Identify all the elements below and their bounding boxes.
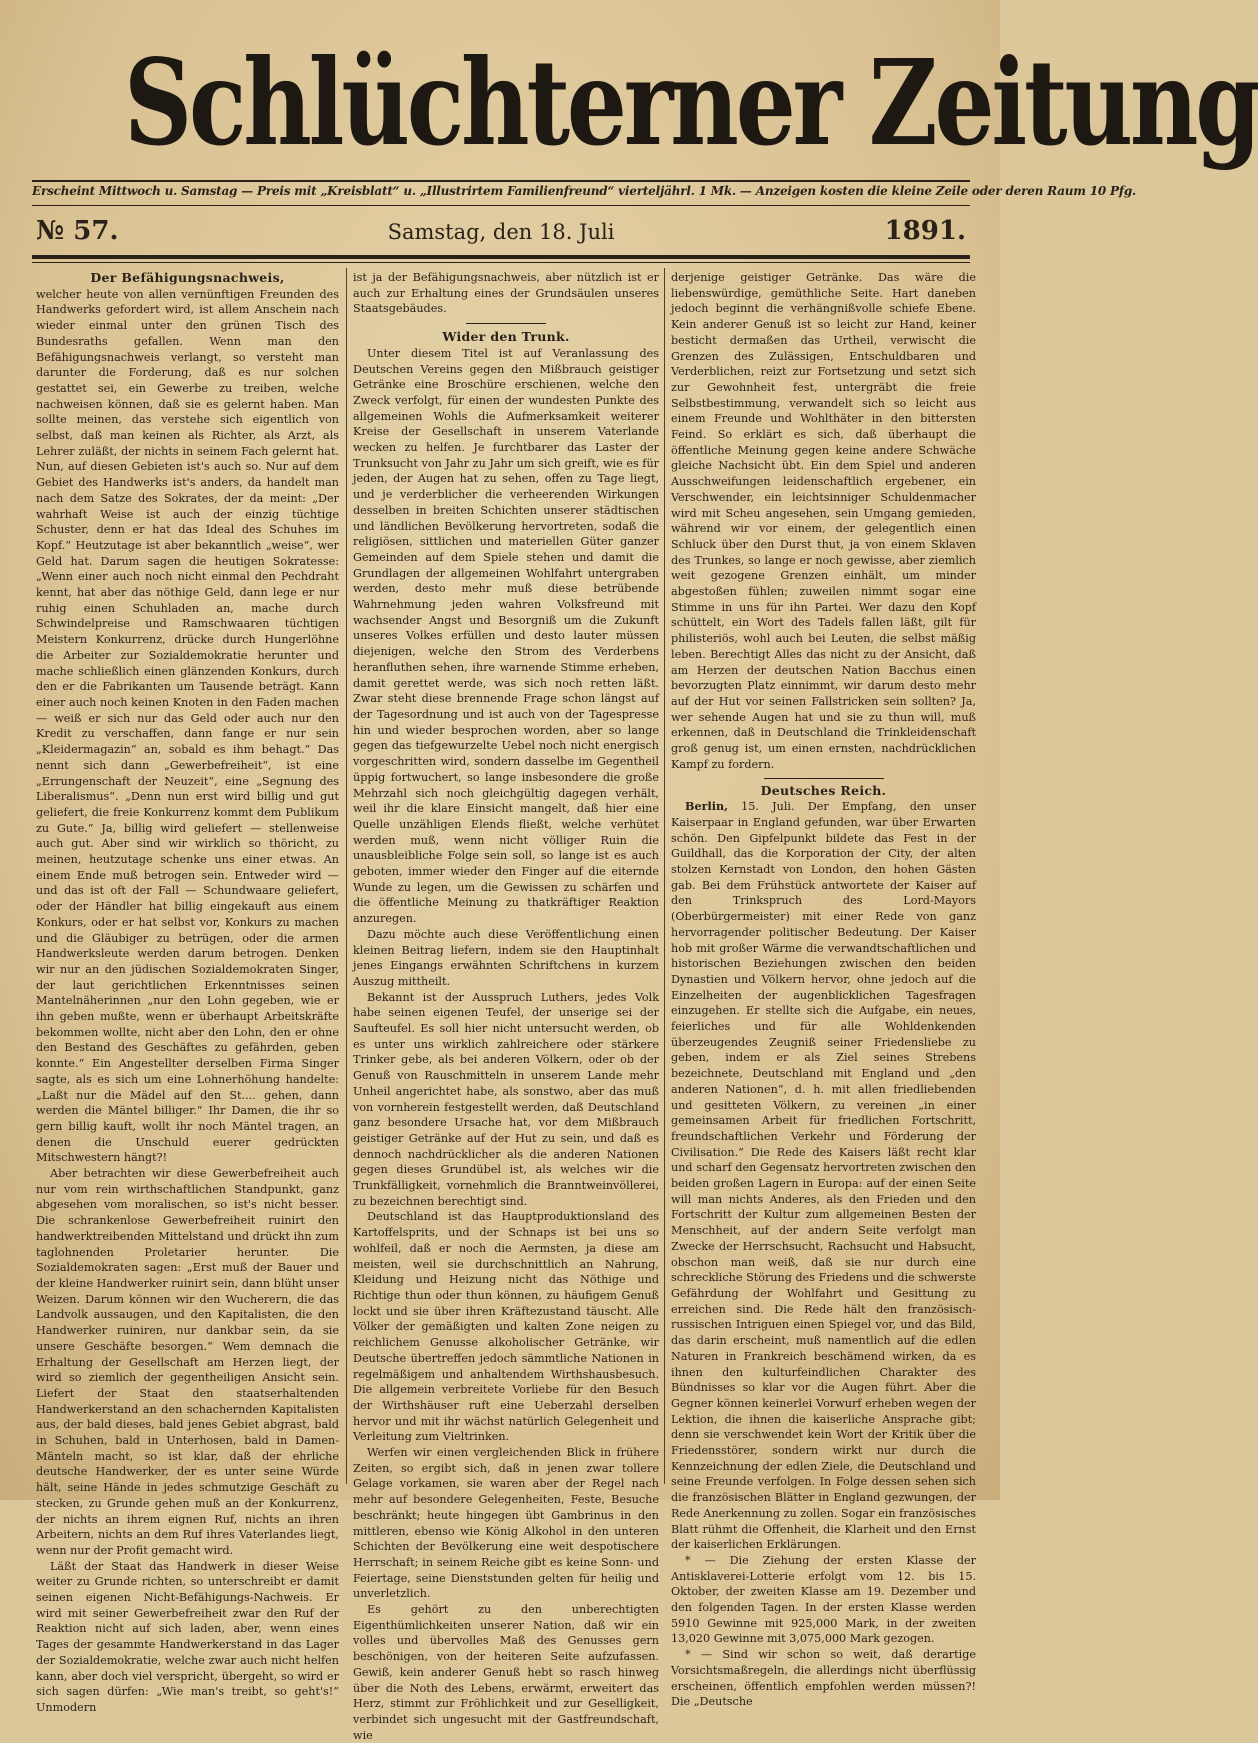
article-title-wider-den-trunk: Wider den Trunk. xyxy=(442,329,570,345)
article-paragraph: welcher heute von allen vernünftigen Freunden des Handwerks gefordert wird, ist allem Anschein nach wieder einmal unter den grünen Tisch des Bundesraths gefallen. Wenn man den Befähigungsnachweis verlangt, so versteht man darunter die Forderung, daß es nur solchen gestattet sei, ein Gewerbe zu treiben, welche nachweisen können, daß sie es gelernt haben. Man sollte meinen, das verstehe sich eigentlich von selbst, daß man keinen als Richter, als Arzt, als Lehrer zuläßt, der nichts in seinem Fach gelernt hat. Nun, auf diesen Gebieten ist's auch so. Nur auf dem Gebiet des Handwerks ist's anders, da handelt man nach dem Satze des Sokrates, der da meint: „Der wahrhaft Weise ist auch der einzig tüchtige Schuster, denn er hat das Ideal des Schuhes im Kopf.“ Heutzutage ist aber bekanntlich „weise“, wer Geld hat. Darum sagen die heutigen Sokratesse: „Wenn einer auch noch nicht einmal den Pechdraht kennt, hat aber das nöthige Geld, dann lege er nur ruhig einen Schuhladen an, mache durch Schwindelpreise und Ramschwaaren tüchtigen Meistern Konkurrenz, drücke durch Hungerlöhne die Arbeiter zur Sozialdemokratie herunter und mache schließlich einen glänzenden Konkurs, durch den er die Fabrikanten um Tausende beträgt. Kann einer auch noch keinen Knoten in den Faden machen — weiß er sich nur das Geld oder auch nur den Kredit zu verschaffen, dann fange er nur sein „Kleidermagazin“ an, sobald es ihm behagt.“ Das nennt sich dann „Gewerbefreiheit“, ist eine „Errungenschaft der Neuzeit“, eine „Segnung des Liberalismus“. „Denn nun erst wird billig und gut geliefert, die freie Konkurrenz kommt dem Publikum zu Gute.“ Ja, billig wird geliefert — stellenweise auch gut. Aber sind wir wirklich so thöricht, zu meinen, heutzutage schenke uns einer etwas. An einem Ende muß betrogen sein. Entweder wird — und das ist oft der Fall — Schundwaare geliefert, oder der Händler hat billig eingekauft aus einem Konkurs, oder er hat selbst vor, Konkurs zu machen und die Gläubiger zu betrügen, oder die armen Handwerksleute werden darum betrogen. Denken wir nur an den jüdischen Sozialdemokraten Singer, der laut gerichtlichen Erkenntnisses seinen Mantelnäherinnen „nur den Lohn gegeben, wie er ihn geben mußte, wenn er überhaupt Arbeitskräfte bekommen wollte, nicht aber den Lohn, den er ohne den Bestand des Geschäftes zu gefährden, geben konnte.“ Ein Angestellter derselben Firma Singer sagte, als es sich um eine Lohnerhöhung handelte: „Laßt nur die Mädel auf den St.... gehen, dann werden die Mäntel billiger.“ Ihr Damen, die ihr so gern billig kauft, wollt ihr noch Mäntel tragen, an denen die Unschuld euerer gedrückten Mitschwestern hängt?! xyxy=(36,287,339,1165)
article-paragraph: Dazu möchte auch diese Veröffentlichung einen kleinen Beitrag liefern, indem sie den Hauptinhalt jenes Eingangs erwähnten Schriftchens in kurzem Auszug mittheilt. xyxy=(353,927,659,988)
article-title-befaehigungsnachweis: Der Befähigungsnachweis, xyxy=(90,270,285,285)
issue-year: 1891. xyxy=(884,216,966,246)
article-paragraph: Werfen wir einen vergleichenden Blick in frühere Zeiten, so ergibt sich, daß in jenen zwar tollere Gelage vorkamen, sie waren aber der Regel nach mehr auf besondere Gelegenheiten, Feste, Besuche beschränkt; heute hingegen übt Gambrinus in den mittleren, ebenso wie König Alkohol in den unteren Schichten der Bevölkerung eine weit despotischere Herrschaft; in seinem Reiche gibt es keine Sonn- und Feiertage, seine Dienststunden gelten für heilig und unverletzlich. xyxy=(353,1446,659,1601)
article-paragraph: ist ja der Befähigungsnachweis, aber nützlich ist er auch zur Erhaltung eines der Grundsäulen unseres Staatsgebäudes. xyxy=(353,271,659,316)
article-separator xyxy=(466,323,546,324)
article-paragraph: Läßt der Staat das Handwerk in dieser Weise weiter zu Grunde richten, so unterschreibt er damit seinen eigenen Nicht-Befähigungs-Nachweis. Er wird mit seiner Gewerbefreiheit zwar den Ruf der Reaktion nicht auf sich laden, aber, wenn eines Tages der gesammte Handwerkerstand in das Lager der Sozialdemokratie, welche zwar auch nicht helfen kann, aber doch viel verspricht, übergeht, so wird er sich sagen dürfen: „Wie man's treibt, so geht's!“ Unmodern xyxy=(36,1559,339,1714)
column-divider-2 xyxy=(664,268,665,1484)
article-paragraph: derjenige geistiger Getränke. Das wäre die liebenswürdige, gemüthliche Seite. Hart daneben jedoch beginnt die verhängnißvolle schiefe Ebene. Kein anderer Genuß ist so leicht zur Hand, keiner besticht dermaßen das Urtheil, verwischt die Grenzen des Zulässigen, Entschuldbaren und Verderblichen, reizt zur Fortsetzung und setzt sich zur Gewohnheit fest, untergräbt die freie Selbstbestimmung, verwandelt sich so leicht aus einem Freunde und Wohlthäter in den bittersten Feind. So erklärt es sich, daß überhaupt die öffentliche Meinung gegen keine andere Schwäche gleiche Nachsicht übt. Ein dem Spiel und anderen Ausschweifungen leidenschaftlich ergebener, ein Verschwender, ein leichtsinniger Schuldenmacher wird mit Scheu angesehen, sein Umgang gemieden, während wir vor einem, der gelegentlich einen Schluck über den Durst thut, ja von einem Sklaven des Trunkes, so lange er noch gewisse, aber ziemlich weit gezogene Grenzen einhält, um minder abgestoßen fühlen; zuweilen nimmt sogar eine Stimme in uns für ihn Partei. Wer dazu den Kopf schüttelt, ein Wort des Tadels fallen läßt, gilt für philisteriös, wohl auch bei Leuten, die selbst mäßig leben. Berechtigt Alles das nicht zu der Ansicht, daß am Herzen der deutschen Nation Bacchus einen bevorzugten Platz einnimmt, wir darum desto mehr auf der Hut vor seinen Fallstricken sein sollten? Ja, wer sehende Augen hat und sie zu thun will, muß erkennen, daß in Deutschland die Trinkleidenschaft groß genug ist, um einen ernsten, nachdrücklichen Kampf zu fordern. xyxy=(671,271,976,771)
column-2 xyxy=(353,270,659,1742)
dateline xyxy=(32,216,970,256)
section-separator xyxy=(764,778,884,779)
article-paragraph: Deutschland ist das Hauptproduktionsland des Kartoffelsprits, und der Schnaps ist bei uns so wohlfeil, daß er noch die Aermsten, ja diese am meisten, weil sie durchschnittlich an Nahrung, Kleidung und Heizung nicht das Nöthige und Richtige thun oder thun können, zu häufigem Genuß lockt und sie über ihren Kräftezustand täuscht. Alle Völker der gemäßigten und kalten Zone neigen zu reichlichem Genusse alkoholischer Getränke, wir Deutsche übertreffen jedoch sämmtliche Nationen in regelmäßigem und anhaltendem Wirthshausbesuch. Die allgemein verbreitete Vorliebe für den Besuch der Wirthshäuser ruft eine Ueberzahl derselben hervor und mit ihr wächst natürlich Gelegenheit und Verleitung zum Vieltrinken. xyxy=(353,1210,659,1444)
column-1 xyxy=(36,270,339,1714)
article-text: 15. Juli. Der Empfang, den unser Kaiserpaar in England gefunden, war über Erwarten schön. Den Gipfelpunkt bildete das Fest in der Guildhall, das die Korporation der City, der alten stolzen Kernstadt von London, den hohen Gästen gab. Bei dem Frühstück antwortete der Kaiser auf den Trinkspruch des Lord-Mayors (Oberbürgermeister) mit einer Rede von ganz hervorragender politischer Bedeutung. Der Kaiser hob mit großer Wärme die verwandtschaftlichen und historischen Beziehungen zwischen den beiden Dynastien und Völkern hervor, ohne jedoch auf die Einzelheiten der augenblicklichen Tagesfragen einzugehen. Er stellte sich die Aufgabe, ein neues, feierliches und für alle Wohldenkenden überzeugendes Zeugniß seiner Friedensliebe zu geben, indem er als Ziel seines Strebens bezeichnete, Deutschland mit England und „den anderen Nationen“, d. h. mit allen friedliebenden und gesitteten Völkern, zu vereinen „in einer gemeinsamen Arbeit für friedlichen Fortschritt, freundschaftlichen Verkehr und Förderung der Civilisation.“ Die Rede des Kaisers läßt recht klar und scharf den Gegensatz hervortreten zwischen den beiden großen Lagern in Europa: auf der einen Seite will man nichts Anderes, als den Frieden und den Fortschritt der Kultur zum allgemeinen Besten der Menschheit, auf der andern Seite verfolgt man Zwecke der Herrschsucht, Rachsucht und Habsucht, obschon man weiß, daß sie nur durch eine schreckliche Störung des Friedens und die schwerste Gefährdung der Wohlfahrt und Gesittung zu erreichen sind. Die Rede hält den französisch-russischen Intriguen einen Spiegel vor, und das Bild, das darin erscheint, muß namentlich auf die edlen Naturen in Frankreich beschämend wirken, da es ihnen den kulturfeindlichen Charakter des Bündnisses so klar vor die Augen führt. Aber die Gegner können keinerlei Vorwurf erheben wegen der Lektion, die ihnen die kaiserliche Ansprache gibt; denn sie verschwendet kein Wort der Kritik über die Friedensstörer, sondern wirkt nur durch die Kennzeichnung der edlen Ziele, die Deutschland und seine Freunde verfolgen. In Folge dessen sehen sich die französischen Blätter in England gezwungen, der Rede Anerkennung zu zollen. Sogar ein französisches Blatt rühmt die Offenheit, die Klarheit und den Ernst der kaiserlichen Erklärungen. xyxy=(671,800,976,1552)
article-paragraph: * — Die Ziehung der ersten Klasse der Antisklaverei-Lotterie erfolgt vom 12. bis 15. Oktober, der zweiten Klasse am 19. Dezember und den folgenden Tagen. In der ersten Klasse werden 5910 Gewinne mit 925,000 Mark, in der zweiten 13,020 Gewinne mit 3,075,000 Mark gezogen. xyxy=(671,1553,976,1646)
article-paragraph: Bekannt ist der Ausspruch Luthers, jedes Volk habe seinen eigenen Teufel, der unserige sei der Saufteufel. Es soll hier nicht untersucht werden, ob es unter uns wirklich zahlreichere oder stärkere Trinker gebe, als bei anderen Völkern, oder ob der Genuß von Rauschmitteln in unserem Lande mehr Unheil angerichtet habe, als sonstwo, aber das muß von vornherein festgestellt werden, daß Deutschland ganz besondere Ursache hat, vor dem Mißbrauch geistiger Getränke auf der Hut zu sein, und daß es dennoch nachdrücklicher als die anderen Nationen gegen dieses Grundübel ist, als welches wir die Trunkfälligkeit, vornehmlich die Branntweinvöllerei, zu bezeichnen berechtigt sind. xyxy=(353,990,659,1208)
article-paragraph: Es gehört zu den unberechtigten Eigenthümlichkeiten unserer Nation, daß wir ein volles und übervolles Maß des Genusses gern beschönigen, von der heiteren Seite aufzufassen. Gewiß, kein anderer Genuß hebt so rasch hinweg über die Noth des Lebens, erwärmt, erweitert das Herz, stimmt zur Fröhlichkeit und zur Geselligkeit, verbindet sich ungesucht mit der Gastfreundschaft, wie xyxy=(353,1603,659,1742)
dateline-place: Berlin, xyxy=(685,799,728,814)
section-title-deutsches-reich: Deutsches Reich. xyxy=(760,782,887,798)
masthead-rule xyxy=(32,180,970,182)
column-3 xyxy=(671,270,976,1709)
article-paragraph xyxy=(671,799,976,1553)
article-paragraph: * — Sind wir schon so weit, daß derartige Vorsichtsmaßregeln, die allerdings nicht überflüssig erscheinen, öffentlich empfohlen werden müssen?! Die „Deutsche xyxy=(671,1648,976,1709)
issue-number: № 57. xyxy=(36,216,119,246)
column-divider-1 xyxy=(346,268,347,1484)
article-paragraph: Unter diesem Titel ist auf Veranlassung des Deutschen Vereins gegen den Mißbrauch geistiger Getränke eine Broschüre erschienen, welche den Zweck verfolgt, für einen der wundesten Punkte des allgemeinen Wohls die Aufmerksamkeit weiterer Kreise der Gesellschaft in unserem Vaterlande wecken zu helfen. Je furchtbarer das Laster der Trunksucht von Jahr zu Jahr um sich greift, wie es für jeden, der Augen hat zu sehen, offen zu Tage liegt, und je verderblicher die verheerenden Wirkungen desselben in breiten Schichten unserer städtischen und ländlichen Bevölkerung hervortreten, sodaß die religiösen, sittlichen und materiellen Güter ganzer Gemeinden auf dem Spiele stehen und damit die Grundlagen der allgemeinen Wohlfahrt untergraben werden, desto mehr muß diese betrübende Wahrnehmung jeden wahren Volksfreund mit wachsender Angst und Besorgniß um die Zukunft unseres Volkes erfüllen und desto lauter müssen diejenigen, welche den Strom des Verderbens heranfluthen sehen, ihre warnende Stimme erheben, damit gerettet werde, was sich noch retten läßt. Zwar steht diese brennende Frage schon längst auf der Tagesordnung und ist auch von der Tagespresse hin und wieder besprochen worden, aber so lange gegen das tiefgewurzelte Uebel noch nicht energisch vorgeschritten wird, sondern dasselbe im Gegentheil üppig fortwuchert, so lange insbesondere die große Mehrzahl sich noch gleichgültig dagegen verhält, weil ihr die klare Einsicht mangelt, daß hier eine Quelle unzähligen Elends fließt, welche verhütet werden muß, wenn nicht völliger Ruin die unausbleibliche Folge sein soll, so lange ist es auch geboten, immer wieder den Finger auf die eiternde Wunde zu legen, um die Gewissen zu schärfen und die öffentliche Meinung zu thatkräftiger Reaktion anzuregen. xyxy=(353,346,659,926)
issue-date: Samstag, den 18. Juli xyxy=(387,220,615,244)
article-paragraph: Aber betrachten wir diese Gewerbefreiheit auch nur vom rein wirthschaftlichen Standpunkt, ganz abgesehen vom moralischen, so ist's nicht besser. Die schrankenlose Gewerbefreiheit ruinirt den handwerktreibenden Mittelstand und drückt ihn zum taglohnenden Proletarier herunter. Die Sozialdemokraten sagen: „Erst muß der Bauer und der kleine Handwerker ruinirt sein, dann blüht unser Weizen. Darum können wir den Wucherern, die das Landvolk aussaugen, und den Kapitalisten, die den Handwerker ruiniren, nur dankbar sein, da sie unsere Geschäfte besorgen.“ Wem demnach die Erhaltung der Gesellschaft am Herzen liegt, der wird so ziemlich der gegentheiligen Ansicht sein. Liefert der Staat den staatserhaltenden Handwerkerstand an den schachernden Kapitalisten aus, der bald dieses, bald jenes Gebiet abgrast, bald in Schuhen, bald in Unterhosen, bald in Damen-Mänteln macht, so ist klar, daß der ehrliche deutsche Handwerker, der es unter seine Würde hält, seine Hände in jedes schmutzige Geschäft zu stecken, zu Grunde gehen muß an der Konkurrenz, der nichts an ihrem eignen Ruf, nichts an ihren Arbeitern, nichts an dem Ruf ihres Vaterlandes liegt, wenn nur der Profit gemacht wird. xyxy=(36,1167,339,1557)
dateline-rule-thin xyxy=(32,262,970,263)
subscription-tagline: Erscheint Mittwoch u. Samstag — Preis mit „Kreisblatt“ u. „Illustrirtem Familienfreund“ vierteljährl. 1 Mk. — Anzeigen kosten die kleine Zeile oder deren Raum 10 Pfg. xyxy=(32,184,1136,198)
dateline-rule-thick xyxy=(32,255,970,259)
newspaper-title: Schlüchterner Zeitung xyxy=(124,33,1258,172)
tagline-rule xyxy=(32,205,970,206)
